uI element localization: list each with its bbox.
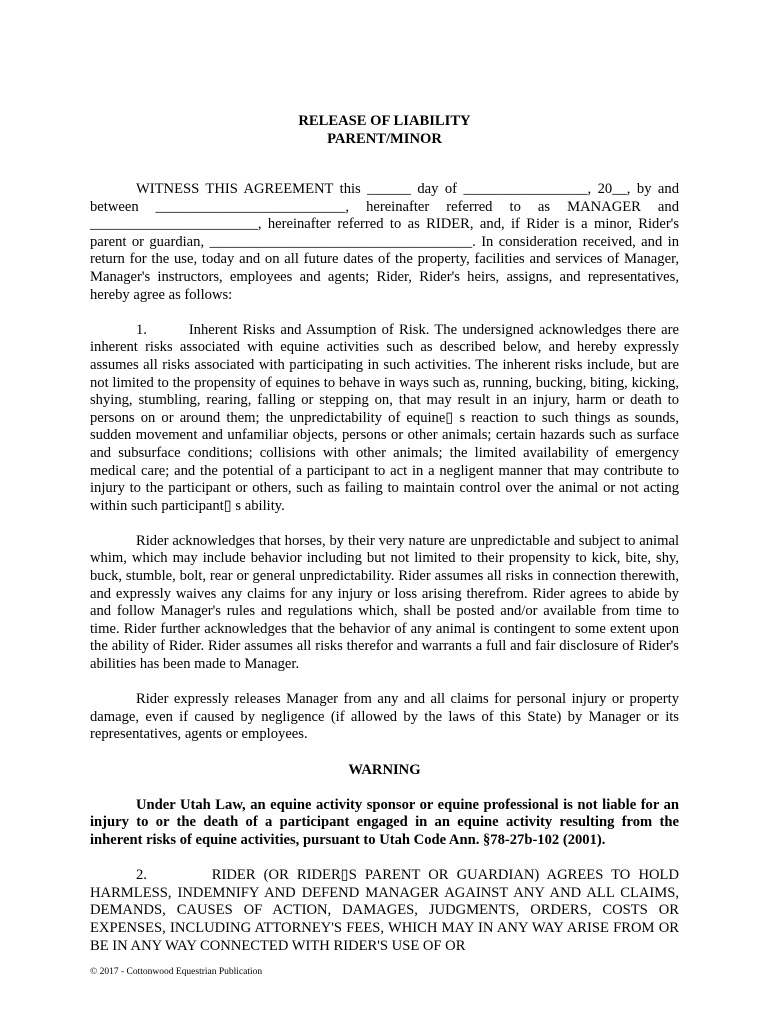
rider-acknowledgement-paragraph: Rider acknowledges that horses, by their very nature are unpredictable and subject to animal whim, which may include behavior including but not limited to their propensity to kick, bite, shy, buck, stumble, bolt, rear or general unpredictability. Rider assumes all risks in connection therewith, and expressly waives any claims for any injury or loss arising therefrom. Rider agrees to abide by and follow Manager's rules and regulations which, shall be posted and/or available from time to time. Rider further acknowledges that the behavior of any animal is contingent to some extent upon the ability of Rider. Rider assumes all risks therefor and warrants a full and fair disclosure of Rider's abilities has been made to Manager. bbox=[90, 532, 679, 673]
indemnify-paragraph: 2. RIDER (OR RIDER▯S PARENT OR GUARDIAN) AGREES TO HOLD HARMLESS, INDEMNIFY AND DEFEND MANAGER AGAINST ANY AND ALL CLAIMS, DEMANDS, CAUSES OF ACTION, DAMAGES, JUDGMENTS, ORDERS, COSTS OR EXPENSES, INCLUDING ATTORNEY'S FEES, WHICH MAY IN ANY WAY ARISE FROM OR BE IN ANY WAY CONNECTED WITH RIDER'S USE OF OR bbox=[90, 867, 679, 954]
release-paragraph: Rider expressly releases Manager from any and all claims for personal injury or property damage, even if caused by negligence (if allowed by the laws of this State) by Manager or its representatives, agents or employees. bbox=[90, 691, 679, 743]
document-body bbox=[90, 181, 679, 955]
title-line-1: RELEASE OF LIABILITY bbox=[298, 113, 471, 129]
warning-heading: WARNING bbox=[348, 761, 421, 778]
title-line-2: PARENT/MINOR bbox=[327, 130, 442, 147]
warning-paragraph: Under Utah Law, an equine activity sponsor or equine professional is not liable for an injury to or the death of a participant engaged in an equine activity resulting from the inherent risks of equine activities, pursuant to Utah Code Ann. §78-27b-102 (2001). bbox=[90, 796, 679, 848]
footer-copyright: © 2017 - Cottonwood Equestrian Publication bbox=[90, 967, 263, 977]
inherent-risks-paragraph: 1. Inherent Risks and Assumption of Risk. The undersigned acknowledges there are inherent risks associated with equine activities such as described below, and hereby expressly assumes all risks associated with participating in such activities. The inherent risks include, but are not limited to the propensity of equines to behave in ways such as, running, bucking, biting, kicking, shying, stumbling, rearing, falling or stepping on, that may result in an injury, harm or death to persons on or around them; the unpredictability of equine▯ s reaction to such things as sounds, sudden movement and unfamiliar objects, persons or other animals; certain hazards such as surface and subsurface conditions; collisions with other animals; the limited availability of emergency medical care; and the potential of a participant to act in a negligent manner that may contribute to injury to the participant or others, such as failing to maintain control over the animal or not acting within such participant▯ s ability. bbox=[90, 321, 679, 514]
witness-paragraph: WITNESS THIS AGREEMENT this ______ day of _________________, 20__, by and between __________________________, hereinafter referred to as MANAGER and _______________________, hereinafter referred to as RIDER, and, if Rider is a minor, Rider's parent or guardian, ____________________________________. In consideration received, and in return for the use, today and on all future dates of the property, facilities and services of Manager, Manager's instructors, employees and agents; Rider, Rider's heirs, assigns, and representatives, hereby agree as follows: bbox=[90, 181, 679, 303]
document-title bbox=[90, 113, 679, 148]
